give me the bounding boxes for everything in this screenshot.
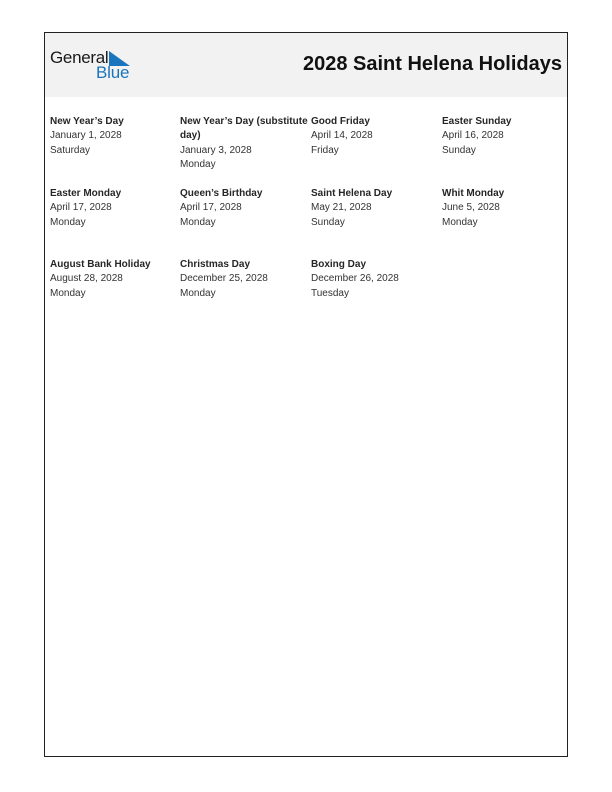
holiday-entry — [311, 115, 439, 158]
holiday-name: Christmas Day — [180, 259, 251, 270]
holiday-weekday: Monday — [180, 158, 216, 170]
holiday-weekday: Friday — [311, 144, 339, 156]
holiday-entry — [180, 187, 308, 230]
holiday-name: Boxing Day — [311, 259, 367, 270]
holiday-name: Good Friday — [311, 116, 370, 127]
logo-general-text: General — [50, 48, 109, 67]
holiday-weekday: Monday — [180, 216, 216, 228]
logo-blue-text: Blue — [96, 63, 130, 82]
holiday-date: April 17, 2028 — [50, 202, 112, 214]
holiday-entry — [180, 115, 308, 172]
holiday-name: August Bank Holiday — [50, 259, 151, 270]
holiday-name: Queen’s Birthday — [180, 188, 263, 199]
generalblue-logo — [50, 48, 140, 84]
header — [45, 33, 567, 97]
holiday-entry — [50, 187, 178, 230]
holiday-date: August 28, 2028 — [50, 273, 123, 285]
holiday-entry — [311, 187, 439, 230]
holiday-name: Easter Monday — [50, 188, 122, 199]
holiday-date: April 17, 2028 — [180, 202, 242, 214]
holiday-weekday: Monday — [50, 287, 86, 299]
holiday-weekday: Saturday — [50, 144, 91, 156]
holiday-date: April 16, 2028 — [442, 130, 504, 142]
holiday-entry — [311, 258, 439, 301]
holiday-weekday: Sunday — [311, 216, 345, 228]
holiday-name: Saint Helena Day — [311, 188, 393, 199]
page-frame — [44, 32, 568, 757]
holiday-weekday: Monday — [442, 216, 478, 228]
holiday-date: June 5, 2028 — [442, 202, 500, 214]
holiday-entry — [180, 258, 308, 301]
holiday-name: New Year’s Day — [50, 116, 124, 127]
holiday-entry — [442, 115, 570, 158]
holiday-name: New Year’s Day (substitute day) — [180, 116, 308, 142]
holiday-date: April 14, 2028 — [311, 130, 373, 142]
holiday-weekday: Monday — [50, 216, 86, 228]
holiday-date: January 3, 2028 — [180, 144, 252, 156]
holiday-weekday: Monday — [180, 287, 216, 299]
holiday-date: January 1, 2028 — [50, 130, 122, 142]
holiday-weekday: Sunday — [442, 144, 476, 156]
holiday-date: December 26, 2028 — [311, 273, 399, 285]
holiday-entry — [50, 258, 178, 301]
holiday-entry — [50, 115, 178, 158]
holiday-entry — [442, 187, 570, 230]
page-title: 2028 Saint Helena Holidays — [302, 53, 562, 75]
holiday-date: May 21, 2028 — [311, 202, 372, 214]
holiday-name: Whit Monday — [442, 188, 505, 199]
holiday-weekday: Tuesday — [311, 287, 349, 299]
holiday-name: Easter Sunday — [442, 116, 512, 127]
holiday-date: December 25, 2028 — [180, 273, 268, 285]
